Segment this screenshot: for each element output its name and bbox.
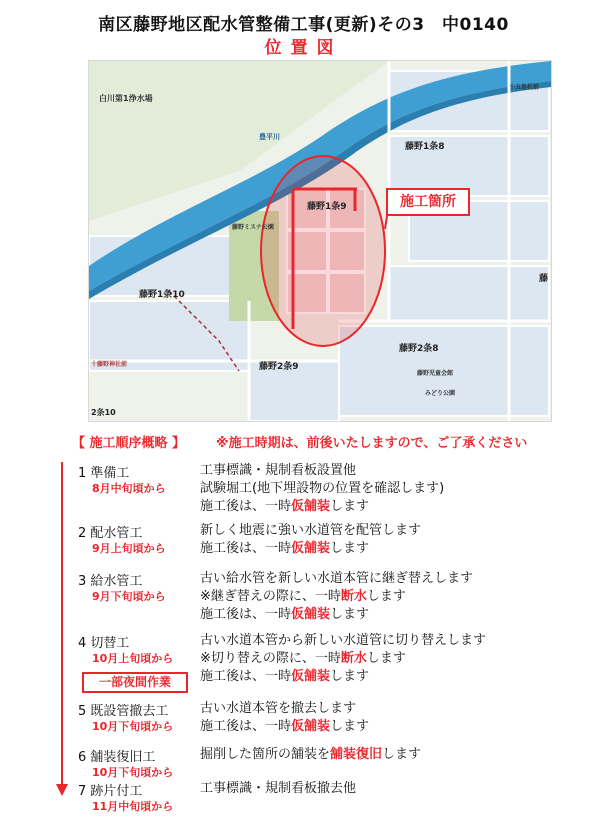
step-description <box>200 700 600 736</box>
description-text: ※継ぎ替えの際に、一時 <box>200 589 341 604</box>
description-text: 施工後は、一時 <box>200 669 292 684</box>
step-start-time: 8月中旬頃から <box>92 482 166 495</box>
step-start-time: 9月下旬頃から <box>92 590 166 603</box>
step-description-line <box>200 588 600 606</box>
step-description <box>200 522 600 558</box>
description-text: します <box>330 499 370 514</box>
map-label-nishijo: 十五島松前 <box>509 84 540 91</box>
map-label-fujino-2-9: 藤野2条9 <box>259 362 299 372</box>
step-description <box>200 462 600 516</box>
step-description <box>200 570 600 624</box>
description-text: 施工後は、一時 <box>200 607 292 622</box>
map-label-jo-2-10: 2条10 <box>91 408 116 417</box>
highlight-text: 仮舗装 <box>291 669 331 684</box>
highlight-text: 仮舗装 <box>291 719 331 734</box>
construction-site-callout: 施工箇所 <box>386 188 470 216</box>
highlight-text: 断水 <box>340 589 367 604</box>
map-label-fuji: 藤 <box>539 274 549 284</box>
map-label-shrine: 十藤野神社前 <box>91 361 128 368</box>
description-text: 掘削した箇所の舗装を <box>200 747 331 762</box>
highlight-text: 舗装復旧 <box>330 747 383 762</box>
step-name: 7 跡片付工 <box>78 784 143 799</box>
map-label-river: 豊平川 <box>259 133 280 141</box>
description-text: します <box>366 589 406 604</box>
night-work-badge: 一部夜間作業 <box>82 672 188 693</box>
step-description <box>200 746 600 764</box>
step-name: 2 配水管工 <box>78 526 143 541</box>
step-description-line: 新しく地震に強い水道管を配管します <box>200 523 422 538</box>
step-start-time: 9月上旬頃から <box>92 542 166 555</box>
highlight-text: 断水 <box>340 651 367 666</box>
page-title: 南区藤野地区配水管整備工事(更新)その3 中0140 <box>98 15 509 35</box>
step-description-line: 工事標識・規制看板設置他 <box>200 463 357 478</box>
step-name: 1 準備工 <box>78 466 130 481</box>
step-description-line <box>200 668 600 686</box>
highlight-text: 仮舗装 <box>291 499 331 514</box>
schedule-notice: ※施工時期は、前後いたしますので、ご了承ください <box>216 436 528 451</box>
step-description <box>200 780 600 798</box>
step-name: 6 舗装復旧工 <box>78 750 156 765</box>
description-text: します <box>330 719 370 734</box>
map-label-midori-park: みどり公園 <box>425 390 456 397</box>
step-start-time: 11月中旬頃から <box>92 800 174 813</box>
step-description <box>200 632 600 686</box>
description-text: します <box>330 541 370 556</box>
page-subtitle: 位置図 <box>264 38 343 58</box>
step-description-line <box>200 498 600 516</box>
step-description-line: 古い水道本管を撤去します <box>200 701 357 716</box>
step-name: 4 切替工 <box>78 636 130 651</box>
overview-label: 【 施工順序概略 】 <box>72 436 186 451</box>
step-name: 3 給水管工 <box>78 574 143 589</box>
map-label-community: 藤野児童会館 <box>417 370 454 377</box>
step-description-line: 工事標識・規制看板撤去他 <box>200 781 357 796</box>
description-text: ※切り替えの際に、一時 <box>200 651 341 666</box>
step-start-time: 10月下旬頃から <box>92 766 174 779</box>
description-text: 施工後は、一時 <box>200 541 292 556</box>
step-start-time: 10月下旬頃から <box>92 720 174 733</box>
map-canvas <box>89 61 551 421</box>
map-label-park: 藤野ミスナ公園 <box>232 224 274 231</box>
map-label-fujino-1-10: 藤野1条10 <box>139 290 185 300</box>
map-label-fujino-1-9: 藤野1条9 <box>307 202 347 212</box>
highlight-text: 仮舗装 <box>291 607 331 622</box>
description-text: 施工後は、一時 <box>200 499 292 514</box>
description-text: 施工後は、一時 <box>200 719 292 734</box>
step-name: 5 既設管撤去工 <box>78 704 169 719</box>
description-text: します <box>366 651 406 666</box>
map-label-fujino-1-8: 藤野1条8 <box>405 142 445 152</box>
step-description-line <box>200 650 600 668</box>
step-description-line: 古い給水管を新しい水道本管に継ぎ替えします <box>200 571 474 586</box>
map-label-fujino-2-8: 藤野2条8 <box>399 344 439 354</box>
step-description-line <box>200 606 600 624</box>
description-text: します <box>382 747 422 762</box>
step-description-line: 古い水道本管から新しい水道管に切り替えします <box>200 633 487 648</box>
highlight-text: 仮舗装 <box>291 541 331 556</box>
description-text: します <box>330 607 370 622</box>
map-label-water-plant: 白川第1浄水場 <box>99 94 153 103</box>
step-description-line: 試験堀工(地下埋設物の位置を確認します) <box>200 481 445 496</box>
step-description-line <box>200 540 600 558</box>
step-start-time: 10月上旬頃から <box>92 652 174 665</box>
timeline-arrow <box>54 462 70 798</box>
location-map <box>88 60 552 422</box>
step-description-line <box>200 746 600 764</box>
step-description-line <box>200 718 600 736</box>
description-text: します <box>330 669 370 684</box>
